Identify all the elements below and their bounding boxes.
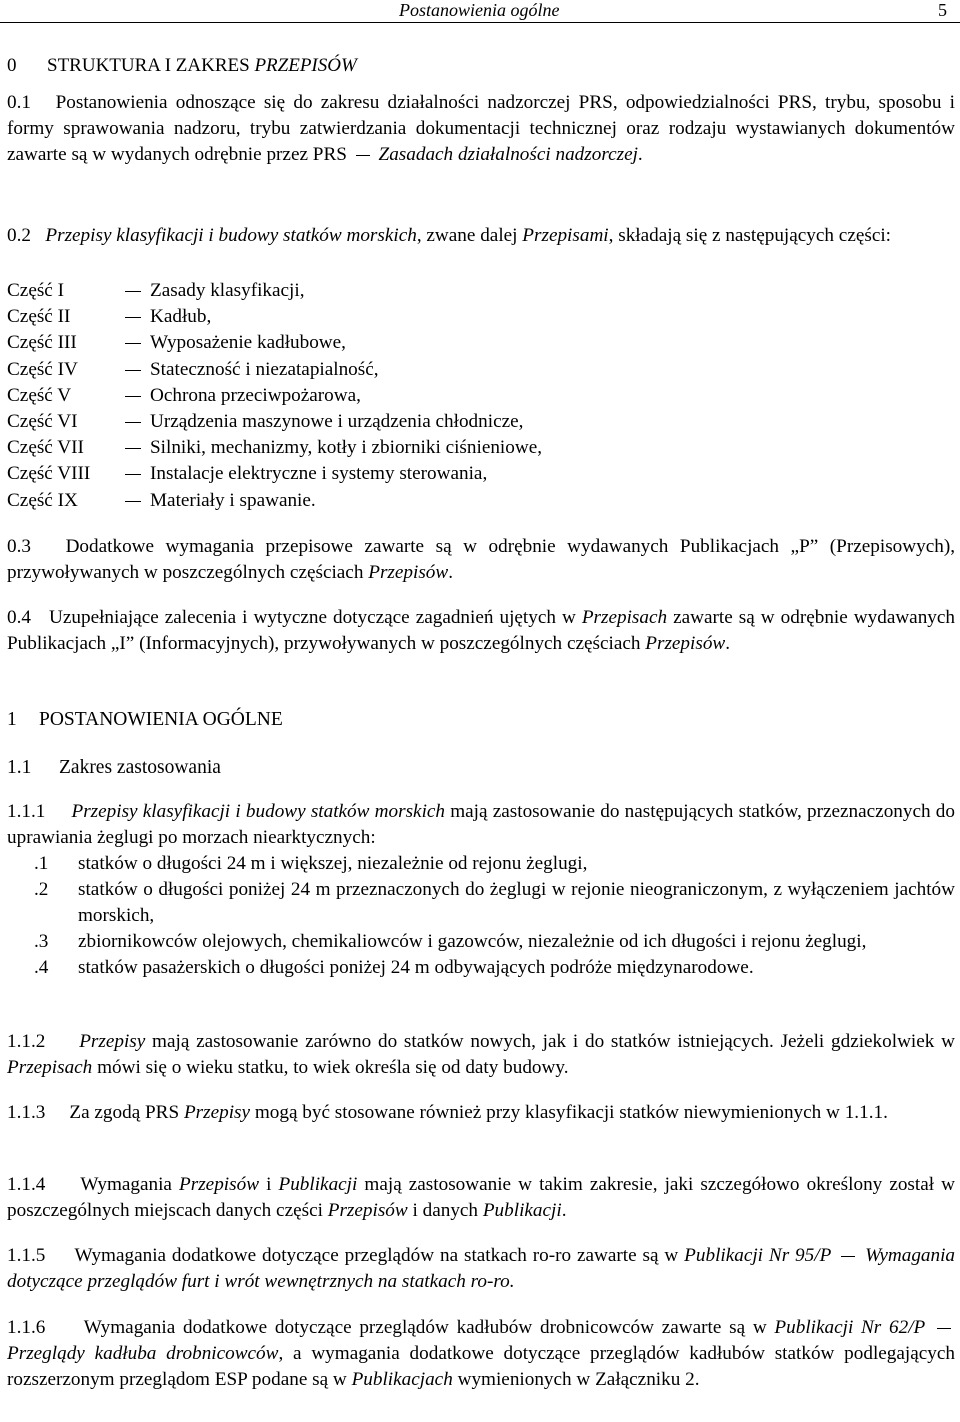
dash xyxy=(356,155,370,156)
paragraph-italic: Przepisy klasyfikacji i budowy statków morskich xyxy=(71,801,446,822)
paragraph-number: 1.1.1 xyxy=(7,801,46,822)
paragraph-italic: Przepisami xyxy=(522,225,609,246)
section-number: 0 xyxy=(7,55,17,76)
page-number: 5 xyxy=(938,0,947,20)
part-description: Silniki, mechanizmy, kotły i zbiorniki ciśnieniowe, xyxy=(150,437,543,459)
part-name: Część I xyxy=(7,280,65,301)
paragraph-italic: Przepisów xyxy=(327,1200,408,1221)
header-rule xyxy=(0,22,960,23)
part-name: Część IV xyxy=(7,358,78,380)
paragraph-text: Dodatkowe wymagania przepisowe zawarte są w odrębnie wydawanych Publikacjach „P” (Przepisowych), przywoływanych w poszczególnych częściach xyxy=(7,536,955,583)
paragraph-end: . xyxy=(637,144,643,165)
section-title: Zakres zastosowania xyxy=(59,757,221,778)
paragraph-text: mogą być stosowane również przy klasyfikacji statków niewymienionych w 1.1.1. xyxy=(250,1102,888,1123)
list-marker: .2 xyxy=(34,879,49,900)
part-name: Część III xyxy=(7,332,77,354)
list-item-text: statków pasażerskich o długości poniżej 24 m odbywających podróże międzynarodowe. xyxy=(78,957,754,978)
paragraph-italic: Publikacji xyxy=(482,1200,562,1221)
paragraph-1-1-2 xyxy=(7,1029,955,1081)
dash xyxy=(125,422,141,423)
paragraph-text: Wymagania dodatkowe dotyczące przeglądów na statkach ro-ro zawarte są w xyxy=(74,1245,685,1266)
part-name: Część VI xyxy=(7,410,78,432)
publication-title-italic: Publikacji Nr 62/P xyxy=(774,1317,926,1338)
dash xyxy=(125,474,141,475)
part-description: Ochrona przeciwpożarowa, xyxy=(150,384,361,406)
part-description: Stateczność i niezatapialność, xyxy=(150,358,379,380)
paragraph-text: , a wymagania dodatkowe dotyczące przeglądów kadłubów statków podlegających rozszerzonym przeglądom ESP podane są w xyxy=(7,1343,955,1390)
paragraph-text: wymienionych w Załączniku 2. xyxy=(452,1369,700,1390)
paragraph-text: Za zgodą PRS xyxy=(69,1102,184,1123)
paragraph-italic: Przepisy xyxy=(183,1102,251,1123)
part-name: Część VII xyxy=(7,437,84,459)
dash xyxy=(937,1328,951,1329)
dash xyxy=(125,396,141,397)
ship-types-list xyxy=(34,851,955,981)
paragraph-end: . xyxy=(725,633,731,654)
paragraph-number: 1.1.3 xyxy=(7,1102,46,1123)
paragraph-italic: Przepisów xyxy=(645,633,726,654)
paragraph-text: mają zastosowanie w takim zakresie, jaki szczegółowo określony został w poszczególnych miejscach danych części xyxy=(7,1174,956,1221)
section-1-1-heading xyxy=(7,757,221,779)
paragraph-number: 1.1.2 xyxy=(7,1031,46,1052)
paragraph-0-1 xyxy=(7,90,955,168)
paragraph-text: Wymagania xyxy=(80,1174,180,1195)
part-name: Część V xyxy=(7,384,72,406)
part-description: Kadłub, xyxy=(150,306,212,328)
dash xyxy=(125,343,141,344)
section-title-italic: PRZEPISÓW xyxy=(254,55,357,76)
paragraph-text: , zwane dalej xyxy=(416,225,523,246)
paragraph-text: Postanowienia odnoszące się do zakresu działalności nadzorczej PRS, odpowiedzialności PRS, trybu, sposobu i formy sprawowania nadzoru, trybu zatwierdzania dokumentacji technicznej oraz rodzaju wystawianych dokumentów zawarte są w wydanych odrębnie przez PRS xyxy=(7,92,955,165)
paragraph-italic: Przepisach xyxy=(7,1057,93,1078)
paragraph-text: mają zastosowanie zarówno do statków nowych, jak i do statków istniejących. Jeżeli gdziekolwiek w xyxy=(145,1031,955,1052)
paragraph-number: 1.1.6 xyxy=(7,1317,46,1338)
paragraph-text: mają zastosowanie do następujących statków, przeznaczonych do uprawiania żeglugi po morzach niearktycznych: xyxy=(7,801,955,848)
list-marker: .3 xyxy=(34,931,49,952)
part-description: Urządzenia maszynowe i urządzenia chłodnicze, xyxy=(150,410,524,432)
dash xyxy=(125,501,141,502)
paragraph-number: 1.1.4 xyxy=(7,1174,46,1195)
paragraph-text: Uzupełniające zalecenia i wytyczne dotyczące zagadnień ujętych w xyxy=(49,607,582,628)
part-name: Część VIII xyxy=(7,463,91,485)
section-0-heading xyxy=(7,55,357,77)
section-title: POSTANOWIENIA OGÓLNE xyxy=(39,709,283,730)
paragraph-number: 0.3 xyxy=(7,536,31,557)
dash xyxy=(841,1256,855,1257)
paragraph-text: i xyxy=(259,1174,279,1195)
paragraph-number: 0.1 xyxy=(7,92,31,113)
paragraph-number: 0.2 xyxy=(7,225,31,246)
list-marker: .4 xyxy=(34,957,49,978)
paragraph-1-1-5 xyxy=(7,1243,955,1295)
part-name: Część II xyxy=(7,306,71,328)
paragraph-italic: Przepisów xyxy=(179,1174,259,1195)
paragraph-italic: Przepisów xyxy=(368,562,449,583)
paragraph-text: i danych xyxy=(407,1200,483,1221)
paragraph-0-2 xyxy=(7,223,955,249)
part-description: Wyposażenie kadłubowe, xyxy=(150,332,346,354)
paragraph-text: , składają się z następujących części: xyxy=(608,225,891,246)
paragraph-0-3 xyxy=(7,534,955,586)
dash xyxy=(125,370,141,371)
running-header-title: Postanowienia ogólne xyxy=(399,0,560,20)
paragraph-1-1-3 xyxy=(7,1100,955,1126)
dash xyxy=(125,448,141,449)
paragraph-text: Wymagania dodatkowe dotyczące przeglądów kadłubów drobnicowców zawarte są w xyxy=(83,1317,775,1338)
publication-subtitle-italic: Przeglądy kadłuba drobnicowców xyxy=(7,1343,279,1364)
paragraph-end: . xyxy=(448,562,453,583)
paragraph-text: zawarte są w odrębnie wydawanych Publikacjach „I” (Informacyjnych), przywoływanych w poszczególnych częściach xyxy=(7,607,955,654)
paragraph-end: . xyxy=(561,1200,567,1221)
document-title-italic: Zasadach działalności nadzorczej xyxy=(378,144,638,165)
dash xyxy=(125,317,141,318)
paragraph-italic: Przepisy xyxy=(79,1031,146,1052)
list-item-text: statków o długości poniżej 24 m przeznaczonych do żeglugi w rejonie nieograniczonym, z wyłączeniem jachtów morskich, xyxy=(78,879,955,926)
paragraph-italic: Publikacji xyxy=(278,1174,358,1195)
paragraph-number: 1.1.5 xyxy=(7,1245,46,1266)
part-description: Zasady klasyfikacji, xyxy=(150,280,305,301)
list-item xyxy=(34,851,955,877)
publication-title-italic: Publikacji Nr 95/P xyxy=(684,1245,832,1266)
paragraph-number: 0.4 xyxy=(7,607,31,628)
list-item xyxy=(34,877,955,929)
list-item-text: statków o długości 24 m i większej, niezależnie od rejonu żeglugi, xyxy=(78,853,588,874)
part-description: Materiały i spawanie. xyxy=(150,489,316,511)
publication-subtitle-italic: Wymagania dotyczące przeglądów furt i wrót wewnętrznych na statkach ro-ro. xyxy=(7,1245,956,1292)
paragraph-italic: Przepisy klasyfikacji i budowy statków morskich xyxy=(45,225,417,246)
paragraph-text: mówi się o wieku statku, to wiek określa się od daty budowy. xyxy=(92,1057,569,1078)
paragraph-italic: Publikacjach xyxy=(351,1369,453,1390)
paragraph-1-1-4 xyxy=(7,1172,955,1224)
paragraph-italic: Przepisach xyxy=(581,607,668,628)
section-title: STRUKTURA I ZAKRES xyxy=(47,55,255,76)
part-name: Część IX xyxy=(7,489,78,511)
paragraph-1-1-6 xyxy=(7,1315,955,1393)
section-number: 1.1 xyxy=(7,757,32,778)
dash xyxy=(125,291,141,292)
section-1-heading xyxy=(7,709,283,731)
part-description: Instalacje elektryczne i systemy sterowania, xyxy=(150,463,488,485)
list-item-text: zbiornikowców olejowych, chemikaliowców i gazowców, niezależnie od ich długości i rejonu żeglugi, xyxy=(78,931,867,952)
section-number: 1 xyxy=(7,709,17,730)
paragraph-1-1-1 xyxy=(7,799,955,851)
paragraph-0-4 xyxy=(7,605,955,657)
list-item xyxy=(34,929,955,955)
list-item xyxy=(34,955,955,981)
list-marker: .1 xyxy=(34,853,49,874)
